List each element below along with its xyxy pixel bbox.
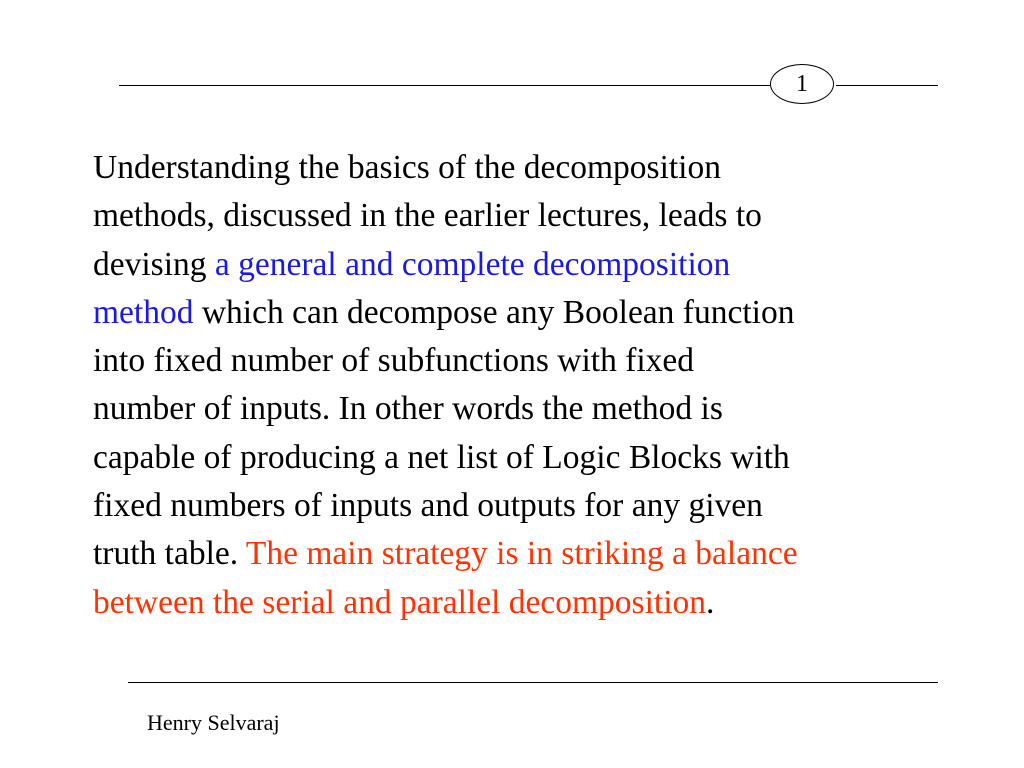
body-line-3-prefix: devising <box>93 245 215 283</box>
highlight-main-strategy-a: The main strategy is in striking a balance <box>245 535 798 573</box>
body-line-8: fixed numbers of inputs and outputs for any given <box>93 487 763 525</box>
slide-body-text <box>93 144 943 627</box>
body-line-2: methods, discussed in the earlier lectures, leads to <box>93 197 762 235</box>
highlight-main-strategy-b: between the serial and parallel decomposition <box>93 583 707 621</box>
page-number-badge <box>770 64 834 104</box>
body-line-1: Understanding the basics of the decomposition <box>93 149 721 186</box>
body-line-7: capable of producing a net list of Logic Blocks with <box>93 438 790 476</box>
body-line-9-prefix: truth table. <box>93 535 246 573</box>
highlight-general-method-b: method <box>93 293 194 331</box>
highlight-general-method-a: a general and complete decomposition <box>214 245 731 283</box>
body-line-6: number of inputs. In other words the method is <box>93 390 723 428</box>
body-line-4-suffix: which can decompose any Boolean function <box>193 293 795 331</box>
header-rule-left <box>119 85 770 86</box>
page-number: 1 <box>796 71 808 97</box>
final-period: . <box>706 583 715 621</box>
footer-rule <box>128 682 938 683</box>
header-rule-right <box>836 85 938 86</box>
body-line-5: into fixed number of subfunctions with fixed <box>93 342 695 380</box>
footer-author: Henry Selvaraj <box>147 710 280 735</box>
